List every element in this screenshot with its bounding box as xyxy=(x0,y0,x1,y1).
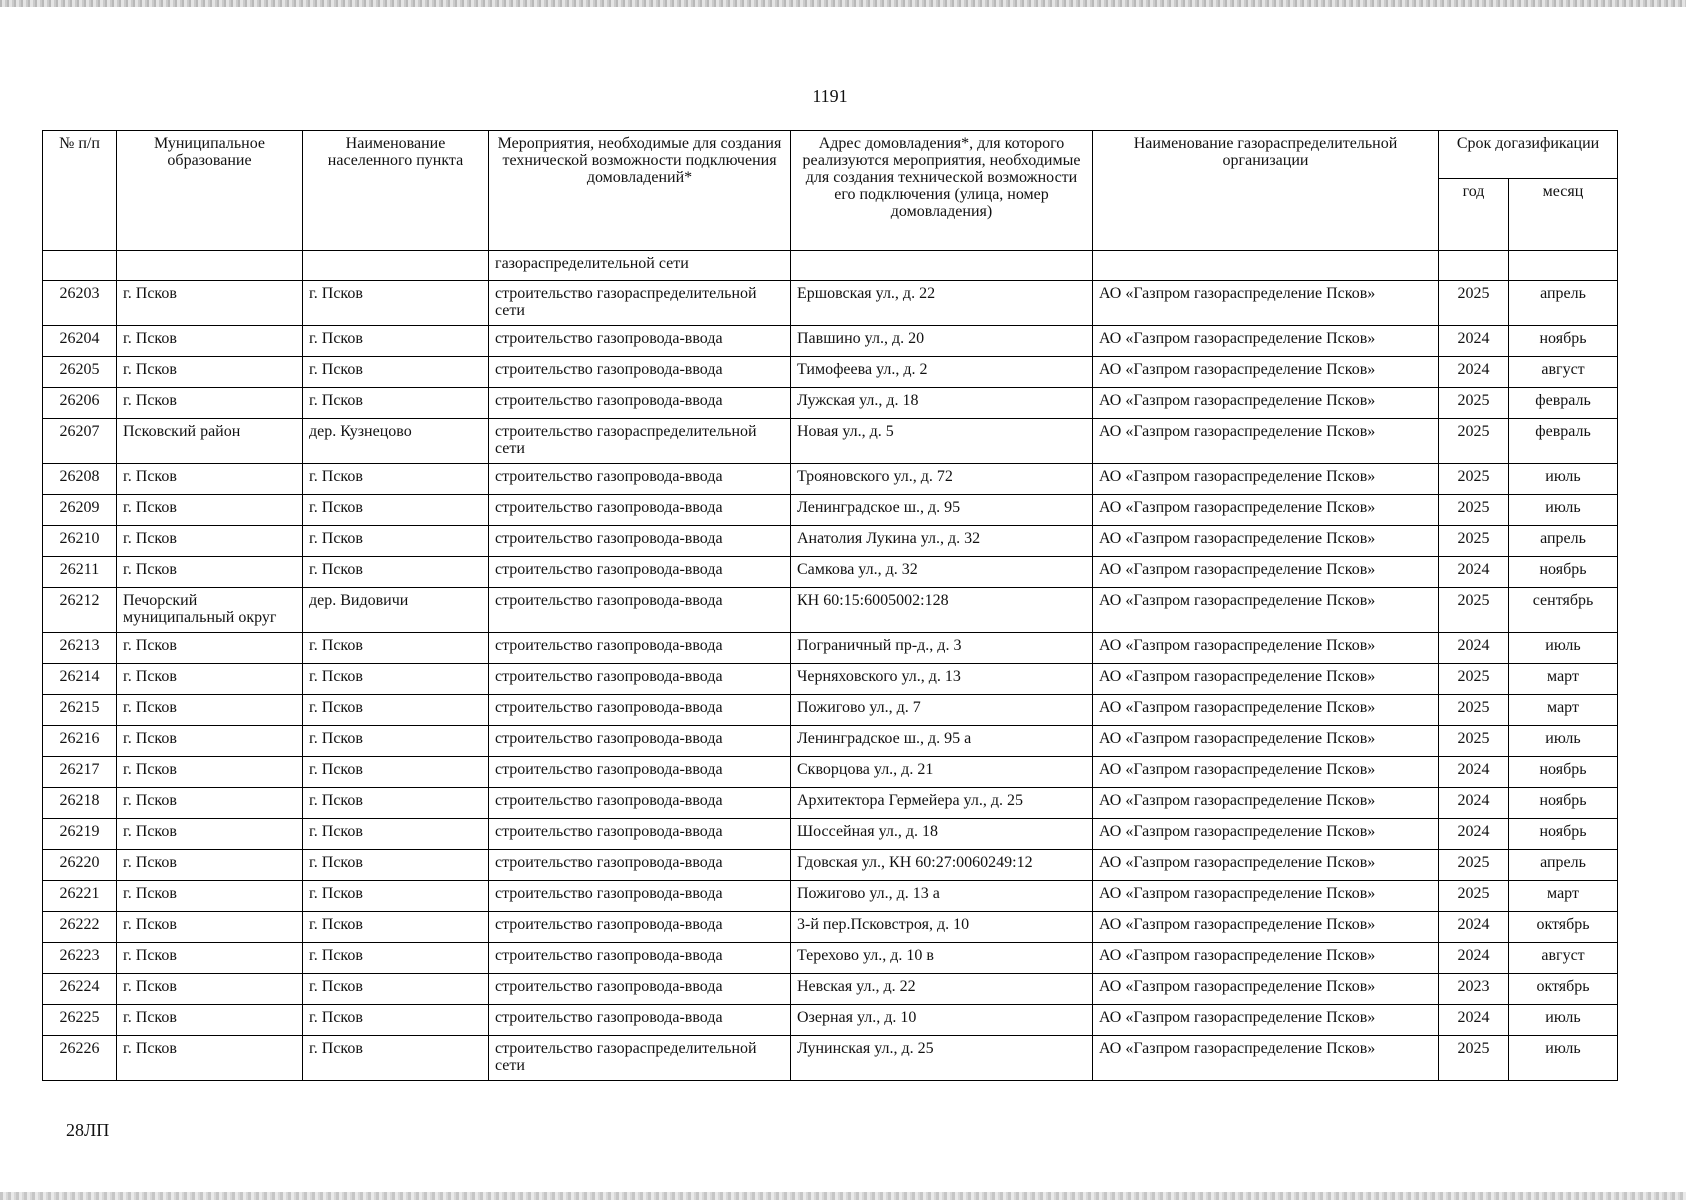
cell-address: Шоссейная ул., д. 18 xyxy=(791,819,1093,850)
cell-org: АО «Газпром газораспределение Псков» xyxy=(1093,726,1439,757)
cell-measures: строительство газопровода-ввода xyxy=(489,1005,791,1036)
cell-org: АО «Газпром газораспределение Псков» xyxy=(1093,281,1439,326)
cell-settlement: г. Псков xyxy=(303,1005,489,1036)
cell-settlement: г. Псков xyxy=(303,819,489,850)
cell-municipality: г. Псков xyxy=(117,357,303,388)
cell-settlement: г. Псков xyxy=(303,912,489,943)
header-num: № п/п xyxy=(43,131,117,251)
cell-org: АО «Газпром газораспределение Псков» xyxy=(1093,757,1439,788)
table-row xyxy=(43,419,1618,464)
cell-num: 26222 xyxy=(43,912,117,943)
cell-num: 26218 xyxy=(43,788,117,819)
cell-settlement: г. Псков xyxy=(303,850,489,881)
scan-edge-top xyxy=(0,0,1686,7)
cell-address: Тимофеева ул., д. 2 xyxy=(791,357,1093,388)
table-row xyxy=(43,912,1618,943)
cell-month: март xyxy=(1509,881,1618,912)
cell-month: ноябрь xyxy=(1509,557,1618,588)
cell-num: 26219 xyxy=(43,819,117,850)
cell-year: 2025 xyxy=(1439,726,1509,757)
cell-settlement: г. Псков xyxy=(303,281,489,326)
table-row xyxy=(43,695,1618,726)
cell-municipality: г. Псков xyxy=(117,388,303,419)
cell-month: июль xyxy=(1509,1005,1618,1036)
cell-num: 26209 xyxy=(43,495,117,526)
cell-municipality: г. Псков xyxy=(117,788,303,819)
cell-org: АО «Газпром газораспределение Псков» xyxy=(1093,464,1439,495)
table-row xyxy=(43,726,1618,757)
cell-measures: строительство газопровода-ввода xyxy=(489,757,791,788)
cell-address: Архитектора Гермейера ул., д. 25 xyxy=(791,788,1093,819)
cell-org: АО «Газпром газораспределение Псков» xyxy=(1093,819,1439,850)
cell-municipality: г. Псков xyxy=(117,526,303,557)
cell-year: 2025 xyxy=(1439,281,1509,326)
cell-municipality: г. Псков xyxy=(117,326,303,357)
cell-year: 2024 xyxy=(1439,943,1509,974)
cell-org: АО «Газпром газораспределение Псков» xyxy=(1093,788,1439,819)
header-deadline: Срок догазификации xyxy=(1439,131,1618,179)
cell-municipality: Псковский район xyxy=(117,419,303,464)
cell-year: 2025 xyxy=(1439,495,1509,526)
cell-org: АО «Газпром газораспределение Псков» xyxy=(1093,557,1439,588)
cell-num: 26206 xyxy=(43,388,117,419)
cell-org: АО «Газпром газораспределение Псков» xyxy=(1093,943,1439,974)
cell-num: 26216 xyxy=(43,726,117,757)
cell-municipality: г. Псков xyxy=(117,726,303,757)
cell-address: Терехово ул., д. 10 в xyxy=(791,943,1093,974)
table-row xyxy=(43,526,1618,557)
cell-num: 26210 xyxy=(43,526,117,557)
cell-address: Скворцова ул., д. 21 xyxy=(791,757,1093,788)
cell-num: 26225 xyxy=(43,1005,117,1036)
cell-num: 26213 xyxy=(43,633,117,664)
cell-settlement: г. Псков xyxy=(303,974,489,1005)
cell-month: октябрь xyxy=(1509,974,1618,1005)
cell-settlement: г. Псков xyxy=(303,326,489,357)
header-settlement: Наименование населенного пункта xyxy=(303,131,489,251)
cell-settlement: г. Псков xyxy=(303,633,489,664)
cell-municipality: г. Псков xyxy=(117,557,303,588)
cell-municipality: г. Псков xyxy=(117,281,303,326)
cell-org: АО «Газпром газораспределение Псков» xyxy=(1093,881,1439,912)
table-row xyxy=(43,588,1618,633)
cell-num: 26208 xyxy=(43,464,117,495)
cell-measures: строительство газопровода-ввода xyxy=(489,495,791,526)
cell-address: Анатолия Лукина ул., д. 32 xyxy=(791,526,1093,557)
cell-municipality: г. Псков xyxy=(117,757,303,788)
table-row xyxy=(43,881,1618,912)
cell-num: 26220 xyxy=(43,850,117,881)
cell-year: 2025 xyxy=(1439,588,1509,633)
cell-month: июль xyxy=(1509,1036,1618,1081)
cell-org: АО «Газпром газораспределение Псков» xyxy=(1093,357,1439,388)
cell-year: 2025 xyxy=(1439,850,1509,881)
cell-settlement: г. Псков xyxy=(303,664,489,695)
cell-measures: строительство газораспределительной сети xyxy=(489,281,791,326)
cell-num: 26224 xyxy=(43,974,117,1005)
cell-settlement: г. Псков xyxy=(303,757,489,788)
cell-num: 26205 xyxy=(43,357,117,388)
cell-address: Пожигово ул., д. 7 xyxy=(791,695,1093,726)
table-row xyxy=(43,1036,1618,1081)
cell-settlement: г. Псков xyxy=(303,1036,489,1081)
cell-month: сентябрь xyxy=(1509,588,1618,633)
cell-month: март xyxy=(1509,664,1618,695)
cell-measures: строительство газопровода-ввода xyxy=(489,464,791,495)
table-row xyxy=(43,388,1618,419)
cell-org: АО «Газпром газораспределение Псков» xyxy=(1093,419,1439,464)
cell-year: 2025 xyxy=(1439,419,1509,464)
table-row xyxy=(43,943,1618,974)
cell-org: АО «Газпром газораспределение Псков» xyxy=(1093,388,1439,419)
page-number: 1191 xyxy=(812,86,848,106)
table-row xyxy=(43,326,1618,357)
cell-address: Озерная ул., д. 10 xyxy=(791,1005,1093,1036)
cell-measures: строительство газопровода-ввода xyxy=(489,819,791,850)
cell-municipality: г. Псков xyxy=(117,695,303,726)
cell-month: ноябрь xyxy=(1509,757,1618,788)
cell-year: 2025 xyxy=(1439,695,1509,726)
cell-municipality: г. Псков xyxy=(117,1005,303,1036)
cell-year: 2025 xyxy=(1439,881,1509,912)
cell-year: 2024 xyxy=(1439,326,1509,357)
table-row xyxy=(43,757,1618,788)
cell-num: 26204 xyxy=(43,326,117,357)
table-row xyxy=(43,357,1618,388)
cell-year: 2024 xyxy=(1439,1005,1509,1036)
cell-municipality: Печорский муниципальный округ xyxy=(117,588,303,633)
cell-measures: строительство газораспределительной сети xyxy=(489,1036,791,1081)
cell-settlement: г. Псков xyxy=(303,943,489,974)
cell-address: 3-й пер.Псковстроя, д. 10 xyxy=(791,912,1093,943)
table-row xyxy=(43,281,1618,326)
header-org: Наименование газораспределительной организации xyxy=(1093,131,1439,251)
cell-settlement: г. Псков xyxy=(303,495,489,526)
cell-measures: строительство газопровода-ввода xyxy=(489,850,791,881)
table-row xyxy=(43,850,1618,881)
cell-month: апрель xyxy=(1509,526,1618,557)
cell-municipality: г. Псков xyxy=(117,464,303,495)
cell-municipality: г. Псков xyxy=(117,850,303,881)
cell-settlement: г. Псков xyxy=(303,357,489,388)
cell-municipality: г. Псков xyxy=(117,664,303,695)
cell-month: февраль xyxy=(1509,388,1618,419)
cell-address: Павшино ул., д. 20 xyxy=(791,326,1093,357)
cell-month: август xyxy=(1509,943,1618,974)
cell-org: АО «Газпром газораспределение Псков» xyxy=(1093,326,1439,357)
cell-address: Гдовская ул., КН 60:27:0060249:12 xyxy=(791,850,1093,881)
cell-year: 2025 xyxy=(1439,1036,1509,1081)
cell-settlement: дер. Видовичи xyxy=(303,588,489,633)
cell-org: АО «Газпром газораспределение Псков» xyxy=(1093,664,1439,695)
cell-measures: строительство газораспределительной сети xyxy=(489,419,791,464)
table-row xyxy=(43,633,1618,664)
cell-month: июль xyxy=(1509,726,1618,757)
cell-measures: строительство газопровода-ввода xyxy=(489,557,791,588)
cell-year: 2023 xyxy=(1439,974,1509,1005)
cell-measures: строительство газопровода-ввода xyxy=(489,357,791,388)
cell-month: октябрь xyxy=(1509,912,1618,943)
cell-settlement: г. Псков xyxy=(303,788,489,819)
cell-address: Ленинградское ш., д. 95 xyxy=(791,495,1093,526)
header-address: Адрес домовладения*, для которого реализуются мероприятия, необходимые для создания технической возможности его подключения (улица, номер домовладения) xyxy=(791,131,1093,251)
cell-measures: строительство газопровода-ввода xyxy=(489,974,791,1005)
cell-org: АО «Газпром газораспределение Псков» xyxy=(1093,588,1439,633)
cell-org: АО «Газпром газораспределение Псков» xyxy=(1093,695,1439,726)
cell-year: 2025 xyxy=(1439,526,1509,557)
table-row xyxy=(43,788,1618,819)
cell-address: Пограничный пр-д., д. 3 xyxy=(791,633,1093,664)
cell-num: 26226 xyxy=(43,1036,117,1081)
cell-year: 2025 xyxy=(1439,464,1509,495)
cell-year: 2024 xyxy=(1439,912,1509,943)
table-row xyxy=(43,464,1618,495)
cell-address: Лужская ул., д. 18 xyxy=(791,388,1093,419)
cell-month: август xyxy=(1509,357,1618,388)
table-row xyxy=(43,819,1618,850)
cell-org: АО «Газпром газораспределение Псков» xyxy=(1093,495,1439,526)
cell-num: 26221 xyxy=(43,881,117,912)
cell-month: февраль xyxy=(1509,419,1618,464)
cell-month: апрель xyxy=(1509,850,1618,881)
table-row xyxy=(43,557,1618,588)
cell-measures: строительство газопровода-ввода xyxy=(489,326,791,357)
cell-settlement: г. Псков xyxy=(303,881,489,912)
cell-measures: строительство газопровода-ввода xyxy=(489,788,791,819)
cell-address: Черняховского ул., д. 13 xyxy=(791,664,1093,695)
cell-measures: строительство газопровода-ввода xyxy=(489,943,791,974)
cell-month: ноябрь xyxy=(1509,819,1618,850)
cell-num: 26215 xyxy=(43,695,117,726)
cell-municipality: г. Псков xyxy=(117,819,303,850)
cell-month: март xyxy=(1509,695,1618,726)
footer-mark: 28ЛП xyxy=(66,1120,110,1140)
cell-year: 2024 xyxy=(1439,633,1509,664)
cell-year: 2024 xyxy=(1439,357,1509,388)
cell-org: АО «Газпром газораспределение Псков» xyxy=(1093,974,1439,1005)
cell-year: 2024 xyxy=(1439,557,1509,588)
table-row xyxy=(43,1005,1618,1036)
cell-org: АО «Газпром газораспределение Псков» xyxy=(1093,1036,1439,1081)
cell-month: ноябрь xyxy=(1509,326,1618,357)
cell-settlement: г. Псков xyxy=(303,695,489,726)
cell-measures: строительство газопровода-ввода xyxy=(489,664,791,695)
cell-address: Невская ул., д. 22 xyxy=(791,974,1093,1005)
gasification-table xyxy=(42,130,1618,1081)
cell-num: 26223 xyxy=(43,943,117,974)
cell-settlement: г. Псков xyxy=(303,726,489,757)
header-month: месяц xyxy=(1509,179,1618,251)
cell-municipality: г. Псков xyxy=(117,1036,303,1081)
header-measures: Мероприятия, необходимые для создания технической возможности подключения домовладений* xyxy=(489,131,791,251)
cell-address: КН 60:15:6005002:128 xyxy=(791,588,1093,633)
cell-num: 26207 xyxy=(43,419,117,464)
cell-measures: строительство газопровода-ввода xyxy=(489,912,791,943)
table-row xyxy=(43,495,1618,526)
cell-measures: строительство газопровода-ввода xyxy=(489,588,791,633)
cell-month: июль xyxy=(1509,464,1618,495)
cell-org: АО «Газпром газораспределение Псков» xyxy=(1093,1005,1439,1036)
cell-address: Ершовская ул., д. 22 xyxy=(791,281,1093,326)
cell-measures: строительство газопровода-ввода xyxy=(489,881,791,912)
cell-month: июль xyxy=(1509,633,1618,664)
cell-address: Самкова ул., д. 32 xyxy=(791,557,1093,588)
cell-address: Лунинская ул., д. 25 xyxy=(791,1036,1093,1081)
cell-month: июль xyxy=(1509,495,1618,526)
cell-municipality: г. Псков xyxy=(117,633,303,664)
header-municipality: Муниципальное образование xyxy=(117,131,303,251)
cell-org: АО «Газпром газораспределение Псков» xyxy=(1093,912,1439,943)
cell-measures: строительство газопровода-ввода xyxy=(489,526,791,557)
cell-address: Трояновского ул., д. 72 xyxy=(791,464,1093,495)
cell-month: апрель xyxy=(1509,281,1618,326)
cell-municipality: г. Псков xyxy=(117,974,303,1005)
cell-address: Новая ул., д. 5 xyxy=(791,419,1093,464)
cell-org: АО «Газпром газораспределение Псков» xyxy=(1093,526,1439,557)
cell-num: 26217 xyxy=(43,757,117,788)
cell-month: ноябрь xyxy=(1509,788,1618,819)
cell-address: Ленинградское ш., д. 95 а xyxy=(791,726,1093,757)
cell-settlement: г. Псков xyxy=(303,526,489,557)
cell-num: 26203 xyxy=(43,281,117,326)
cell-settlement: г. Псков xyxy=(303,464,489,495)
table-row xyxy=(43,974,1618,1005)
cell-municipality: г. Псков xyxy=(117,912,303,943)
cell-municipality: г. Псков xyxy=(117,881,303,912)
scan-edge-bottom xyxy=(0,1192,1686,1200)
cell-num: 26214 xyxy=(43,664,117,695)
cell-settlement: г. Псков xyxy=(303,388,489,419)
cell-settlement: г. Псков xyxy=(303,557,489,588)
cell-year: 2024 xyxy=(1439,757,1509,788)
cell-municipality: г. Псков xyxy=(117,495,303,526)
cell-num: 26212 xyxy=(43,588,117,633)
cell-address: Пожигово ул., д. 13 а xyxy=(791,881,1093,912)
cell-measures: строительство газопровода-ввода xyxy=(489,726,791,757)
cell-year: 2025 xyxy=(1439,664,1509,695)
cell-org: АО «Газпром газораспределение Псков» xyxy=(1093,633,1439,664)
cell-year: 2025 xyxy=(1439,388,1509,419)
cell-year: 2024 xyxy=(1439,788,1509,819)
continuation-measures: газораспределительной сети xyxy=(489,251,791,281)
cell-measures: строительство газопровода-ввода xyxy=(489,388,791,419)
cell-measures: строительство газопровода-ввода xyxy=(489,695,791,726)
table-body xyxy=(43,251,1618,1081)
cell-year: 2024 xyxy=(1439,819,1509,850)
cell-num: 26211 xyxy=(43,557,117,588)
cell-settlement: дер. Кузнецово xyxy=(303,419,489,464)
table-row xyxy=(43,664,1618,695)
header-year: год xyxy=(1439,179,1509,251)
cell-measures: строительство газопровода-ввода xyxy=(489,633,791,664)
continuation-row xyxy=(43,251,1618,281)
cell-org: АО «Газпром газораспределение Псков» xyxy=(1093,850,1439,881)
cell-municipality: г. Псков xyxy=(117,943,303,974)
